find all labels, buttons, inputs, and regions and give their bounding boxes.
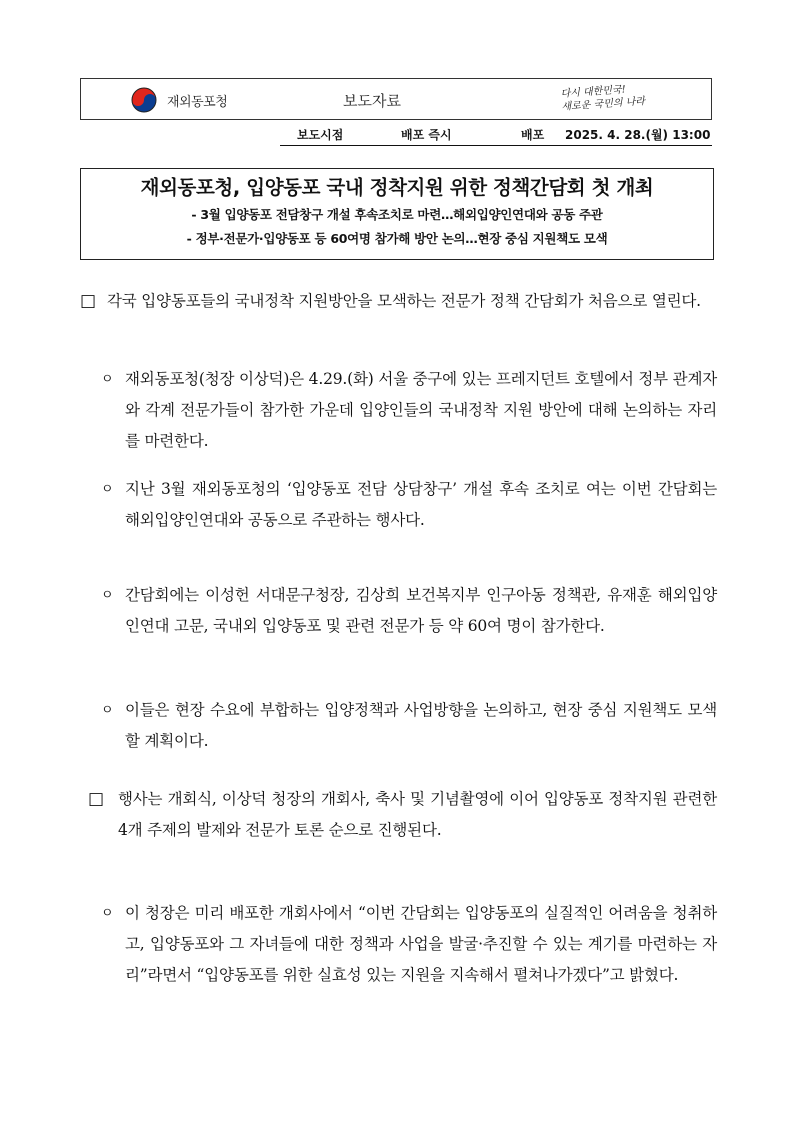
- headline: 재외동포청, 입양동포 국내 정착지원 위한 정책간담회 첫 개최: [140, 176, 654, 199]
- agency-name: 재외동포청: [167, 95, 228, 110]
- slogan-line-2: 새로운 국민의 나라: [561, 96, 646, 113]
- square-bullet: □: [88, 789, 105, 809]
- circle-bullet: ㅇ: [101, 482, 114, 497]
- paragraph-1a: 재외동포청(청장 이상덕)은 4.29.(화) 서울 중구에 있는 프레지던트 호텔에서 정부 관계자와 각계 전문가들이 참가한 가운데 입양인들의 국내정착 지원 방안에 대해 논의하는 자리를 마련한다.: [125, 370, 717, 450]
- circle-bullet: ㅇ: [101, 703, 114, 718]
- slogan: [560, 82, 645, 114]
- title-box: [80, 168, 714, 260]
- document-type: 보도자료: [343, 92, 401, 110]
- square-bullet: □: [80, 291, 97, 311]
- header-box: [80, 78, 712, 120]
- subheadline-1: - 3월 입양동포 전담창구 개설 후속조치로 마련…해외입양인연대와 공동 주관: [191, 207, 603, 222]
- paragraph-1d: 이들은 현장 수요에 부합하는 입양정책과 사업방향을 논의하고, 현장 중심 지원책도 모색할 계획이다.: [125, 701, 717, 750]
- release-date-label: 배포: [521, 128, 545, 142]
- release-divider: [280, 145, 712, 146]
- release-info: [297, 126, 717, 144]
- paragraph-2: 행사는 개회식, 이상덕 청장의 개회사, 축사 및 기념촬영에 이어 입양동포 정착지원 관련한 4개 주제의 발제와 전문가 토론 순으로 진행된다.: [118, 790, 717, 839]
- circle-bullet: ㅇ: [101, 906, 114, 921]
- subheadline-2: - 정부·전문가·입양동포 등 60여명 참가해 방안 논의…현장 중심 지원책도 모색: [186, 231, 608, 246]
- release-date: 2025. 4. 28.(월) 13:00: [565, 128, 711, 142]
- circle-bullet: ㅇ: [101, 372, 114, 387]
- release-timing: 배포 즉시: [401, 128, 452, 142]
- paragraph-1: 각국 입양동포들의 국내정착 지원방안을 모색하는 전문가 정책 간담회가 처음으로 열린다.: [107, 292, 701, 310]
- release-label: 보도시점: [297, 128, 344, 142]
- government-logo-icon: [131, 87, 157, 113]
- paragraph-2a: 이 청장은 미리 배포한 개회사에서 “이번 간담회는 입양동포의 실질적인 어려움을 청취하고, 입양동포와 그 자녀들에 대한 정책과 사업을 발굴·추진할 수 있는 계기를 마련하는 자리”라면서 “입양동포를 위한 실효성 있는 지원을 지속해서 펼쳐나가겠다”고 밝혔다.: [125, 904, 717, 984]
- paragraph-1c: 간담회에는 이성헌 서대문구청장, 김상희 보건복지부 인구아동 정책관, 유재훈 해외입양인연대 고문, 국내외 입양동포 및 관련 전문가 등 약 60여 명이 참가한다.: [125, 586, 717, 635]
- paragraph-1b: 지난 3월 재외동포청의 ‘입양동포 전담 상담창구’ 개설 후속 조치로 여는 이번 간담회는 해외입양인연대와 공동으로 주관하는 행사다.: [125, 480, 717, 529]
- circle-bullet: ㅇ: [101, 588, 114, 603]
- slogan-line-1: 다시 대한민국!: [560, 84, 627, 100]
